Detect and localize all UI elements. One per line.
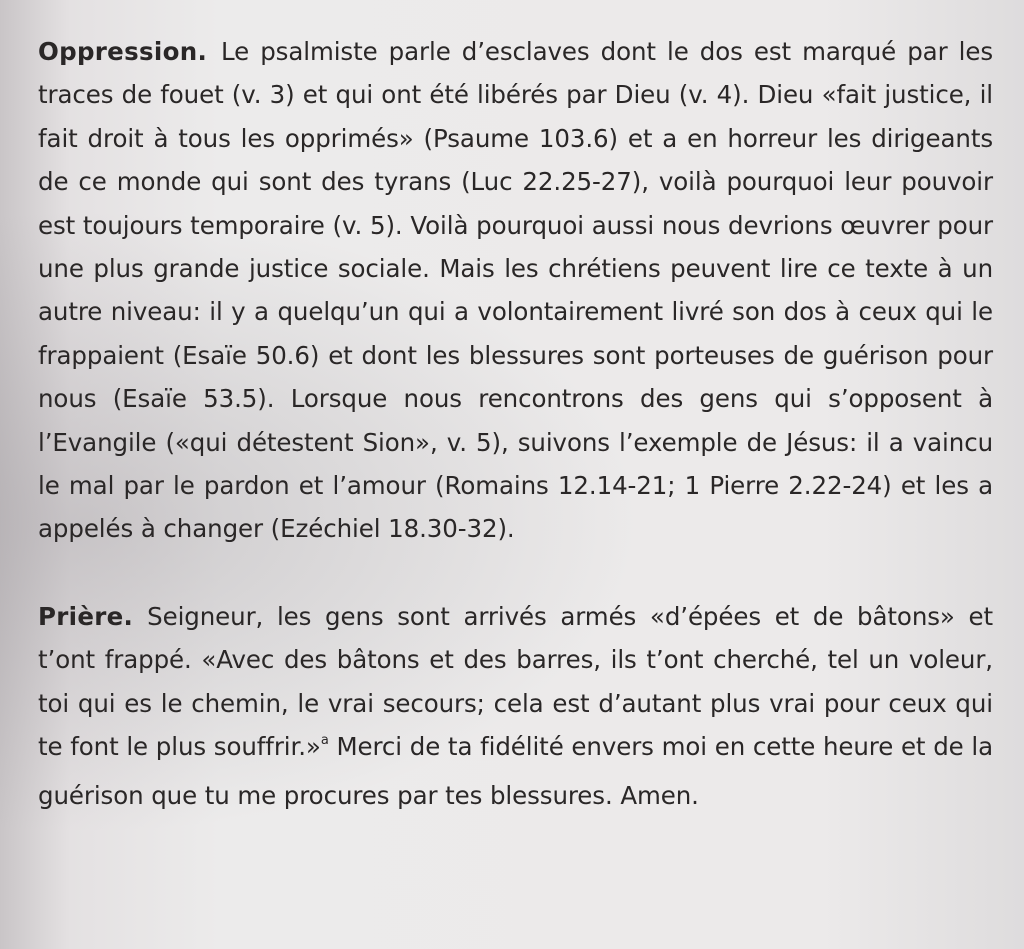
priere-body: Seigneur, les gens sont arrivés armés «d’épées et de bâtons» et t’ont frappé. «Avec des bâtons et des barres, ils t’ont cherché, tel un voleur, toi qui es le chemin, le vrai secours; cela est d’autant plus vrai pour ceux qui te font le plus souffrir.» [38, 601, 993, 762]
oppression-heading: Oppression. [38, 37, 208, 66]
oppression-body: Le psalmiste parle d’esclaves dont le dos est marqué par les traces de fouet (v. 3) et qui ont été libérés par Dieu (v. 4). Dieu «fait justice, il fait droit à tous les opprimés» (Psaume 103.6) et a en horreur les dirigeants de ce monde qui sont des tyrans (Luc 22.25-27), voilà pourquoi leur pouvoir est toujours temporaire (v. 5). Voilà pourquoi aussi nous devrions œuvrer pour une plus grande justice sociale. Mais les chrétiens peuvent lire ce texte à un autre niveau: il y a quelqu’un qui a volontairement livré son dos à ceux qui le frappaient (Esaïe 50.6) et dont les blessures sont porteuses de guérison pour nous (Esaïe 53.5). Lorsque nous rencontrons des gens qui s’opposent à l’Evangile («qui détestent Sion», v. 5), suivons l’exemple de Jésus: il a vaincu le mal par le pardon et l’amour (Romains 12.14-21; 1 Pierre 2.22-24) et les a appelés à changer (Ezéchiel 18.30-32). [38, 37, 993, 544]
priere-heading: Prière. [38, 601, 134, 631]
oppression-paragraph [38, 30, 993, 551]
footnote-marker: a [320, 733, 329, 749]
page-text [38, 30, 993, 817]
priere-paragraph [38, 595, 993, 817]
priere-body-continued: Merci de ta fidélité envers moi en cette heure et de la guérison que tu me procures par tes blessures. Amen. [38, 732, 994, 810]
